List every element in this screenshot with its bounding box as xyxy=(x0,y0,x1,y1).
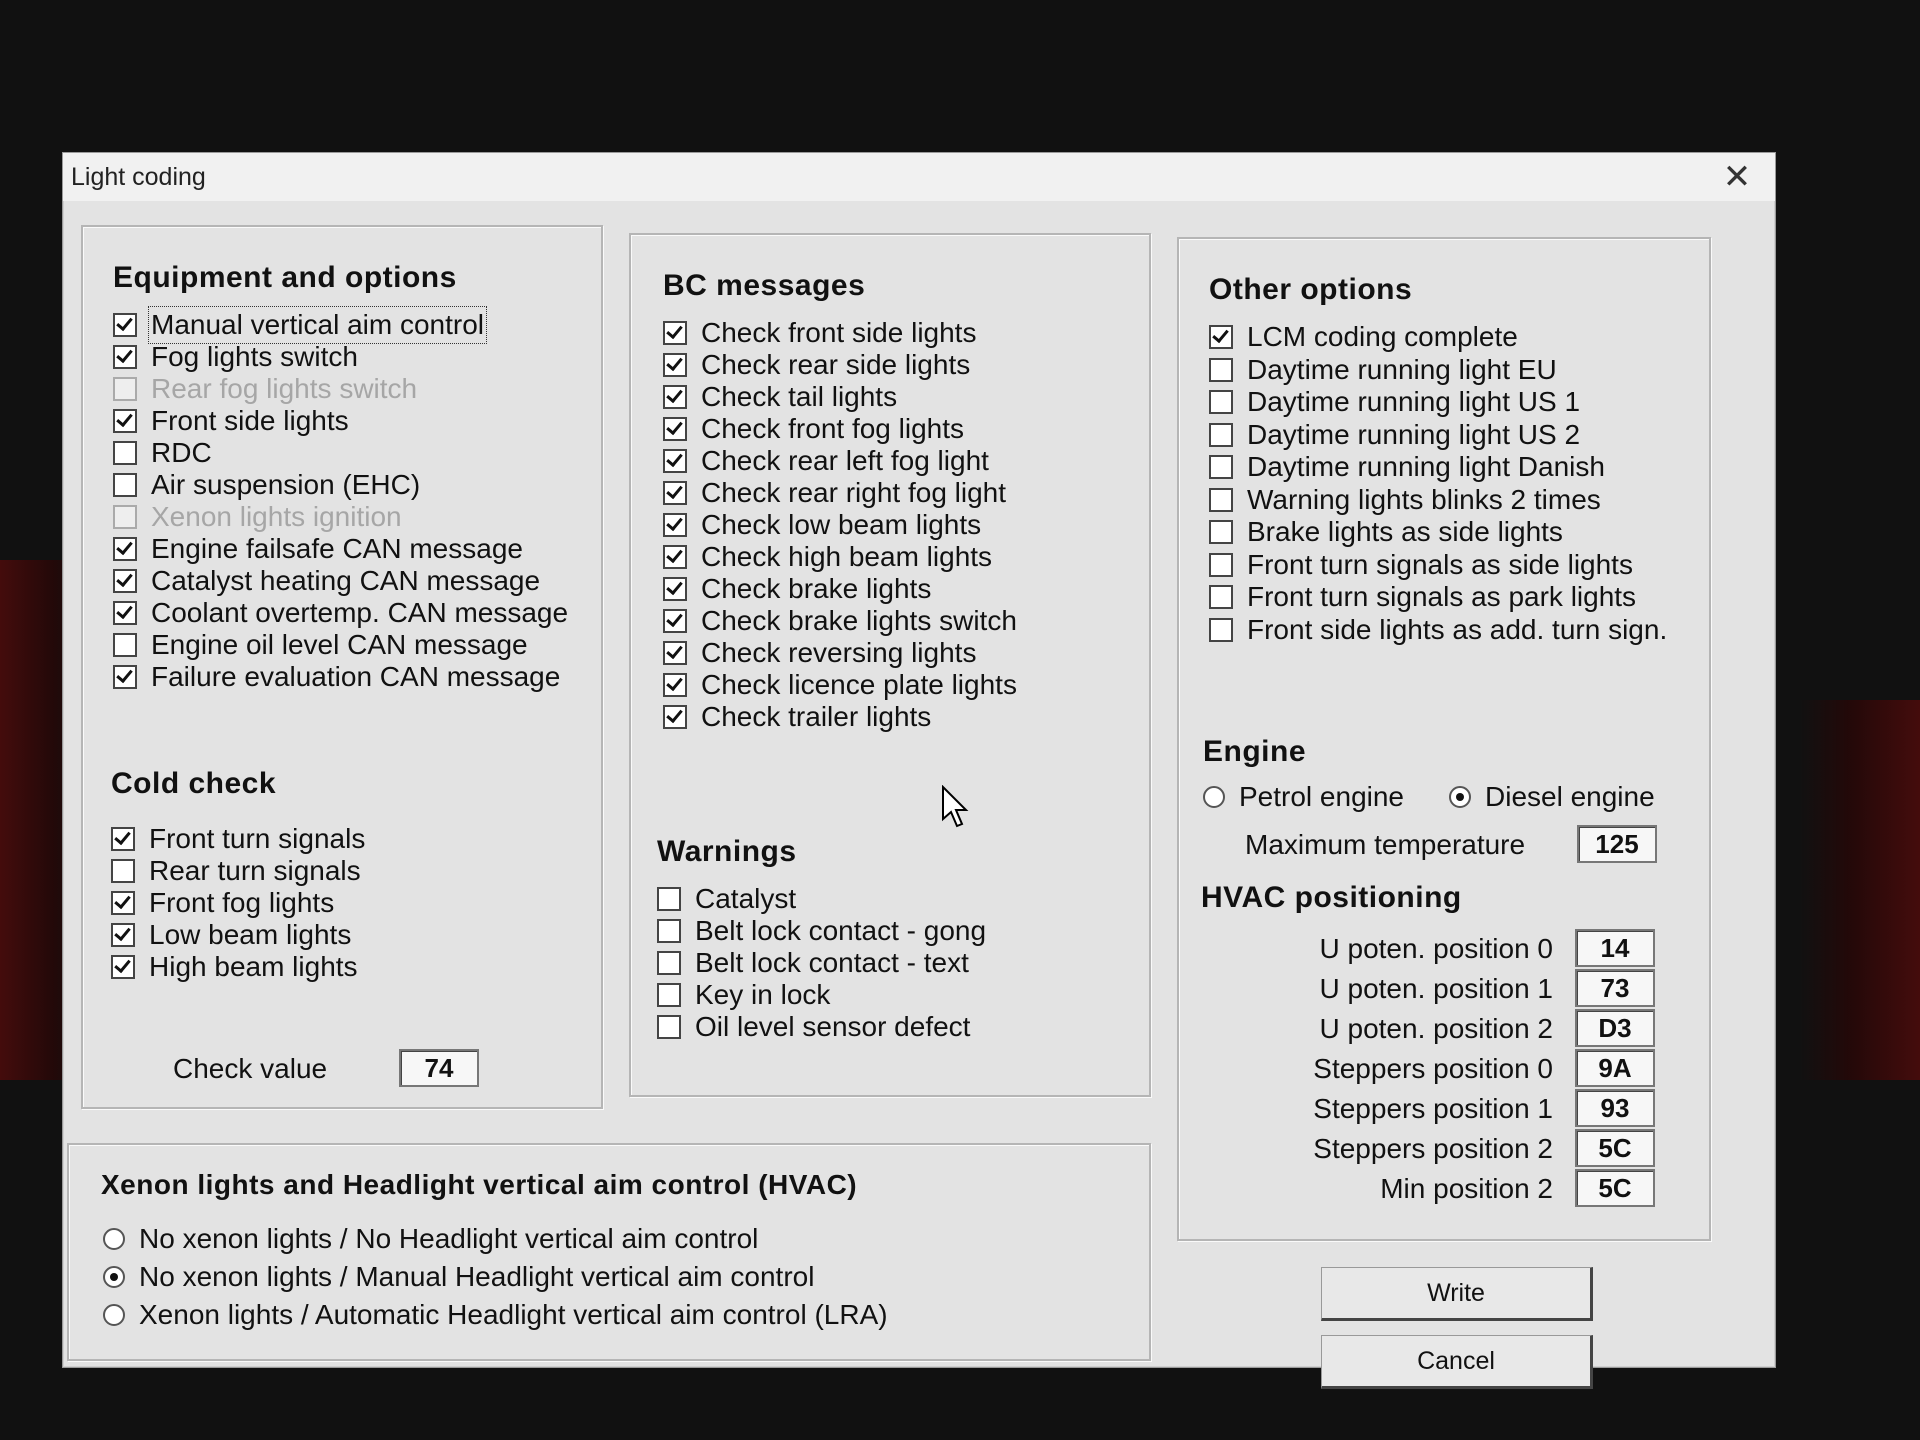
checkmark-icon xyxy=(663,641,687,665)
checkbox-icon xyxy=(111,859,135,883)
hvac-field-value[interactable]: 73 xyxy=(1575,969,1655,1007)
bc-message-label: Check brake lights xyxy=(701,573,932,604)
equipment-option-checkbox xyxy=(113,499,402,535)
other-option-checkbox[interactable] xyxy=(1209,384,1580,420)
checkmark-icon xyxy=(113,601,137,625)
equipment-option-label: Failure evaluation CAN message xyxy=(151,661,561,692)
checkmark-icon xyxy=(113,345,137,369)
other-option-checkbox[interactable] xyxy=(1209,319,1518,355)
checkbox-icon xyxy=(657,951,681,975)
checkbox-icon xyxy=(1209,585,1233,609)
checkmark-icon xyxy=(1209,325,1233,349)
bc-message-checkbox[interactable] xyxy=(663,635,976,671)
bc-messages-group xyxy=(629,233,1151,1097)
radio-icon xyxy=(1203,786,1225,808)
radio-icon xyxy=(1449,786,1471,808)
xenon-option-label: No xenon lights / No Headlight vertical aim control xyxy=(139,1223,759,1254)
warning-label: Oil level sensor defect xyxy=(695,1011,971,1042)
check-value-label: Check value xyxy=(173,1053,328,1084)
checkbox-icon xyxy=(1209,618,1233,642)
bc-message-checkbox[interactable] xyxy=(663,539,992,575)
hvac-field-label: U poten. position 2 xyxy=(1319,1013,1553,1044)
warning-checkbox[interactable] xyxy=(657,1009,970,1045)
checkbox-icon xyxy=(1209,553,1233,577)
checkmark-icon xyxy=(663,321,687,345)
hvac-field-label: Steppers position 1 xyxy=(1313,1093,1553,1124)
equipment-option-checkbox xyxy=(113,371,417,407)
close-icon[interactable]: ✕ xyxy=(1722,158,1752,196)
other-option-checkbox[interactable] xyxy=(1209,417,1580,453)
cold-check-label: Front fog lights xyxy=(149,887,335,918)
checkbox-icon xyxy=(657,1015,681,1039)
bc-message-checkbox[interactable] xyxy=(663,571,931,607)
checkmark-icon xyxy=(663,577,687,601)
xenon-option-label: No xenon lights / Manual Headlight vertical aim control xyxy=(139,1261,815,1292)
other-option-checkbox[interactable] xyxy=(1209,547,1633,583)
cold-check-heading: Cold check xyxy=(111,767,277,800)
xenon-option-radio[interactable] xyxy=(103,1259,814,1295)
backdrop-right xyxy=(1800,700,1920,1080)
checkmark-icon xyxy=(663,609,687,633)
bc-message-label: Check rear right fog light xyxy=(701,477,1007,508)
checkmark-icon xyxy=(113,665,137,689)
checkbox-icon xyxy=(1209,488,1233,512)
warnings-heading: Warnings xyxy=(657,835,797,868)
equipment-option-checkbox[interactable] xyxy=(113,339,358,375)
checkbox-icon xyxy=(1209,423,1233,447)
title-bar xyxy=(63,153,1775,201)
hvac-field-label: Min position 2 xyxy=(1380,1173,1553,1204)
radio-icon xyxy=(103,1228,125,1250)
other-option-checkbox[interactable] xyxy=(1209,449,1605,485)
xenon-heading: Xenon lights and Headlight vertical aim control (HVAC) xyxy=(101,1169,858,1200)
checkmark-icon xyxy=(663,417,687,441)
warning-checkbox[interactable] xyxy=(657,977,830,1013)
cold-check-checkbox[interactable] xyxy=(111,821,365,857)
checkmark-icon xyxy=(111,923,135,947)
other-option-label: Front turn signals as side lights xyxy=(1247,548,1633,580)
bc-message-checkbox[interactable] xyxy=(663,699,931,735)
equipment-option-label: Rear fog lights switch xyxy=(151,373,418,404)
cold-check-checkbox[interactable] xyxy=(111,885,334,921)
equipment-option-checkbox[interactable] xyxy=(113,435,212,471)
checkmark-icon xyxy=(111,827,135,851)
equipment-option-checkbox[interactable] xyxy=(113,403,349,439)
equipment-option-checkbox[interactable] xyxy=(113,531,523,567)
cold-check-label: High beam lights xyxy=(149,951,358,982)
petrol-engine-label: Petrol engine xyxy=(1239,781,1405,812)
other-option-checkbox[interactable] xyxy=(1209,352,1557,388)
other-option-label: LCM coding complete xyxy=(1247,321,1518,352)
other-option-checkbox[interactable] xyxy=(1209,612,1667,648)
bc-message-label: Check tail lights xyxy=(701,381,898,412)
equipment-option-checkbox[interactable] xyxy=(113,595,568,631)
hvac-field-label: Steppers position 2 xyxy=(1313,1133,1553,1164)
equipment-option-label: Engine oil level CAN message xyxy=(151,629,528,660)
checkmark-icon xyxy=(113,537,137,561)
radio-icon xyxy=(103,1304,125,1326)
hvac-field-label: Steppers position 0 xyxy=(1313,1053,1553,1084)
cold-check-label: Low beam lights xyxy=(149,919,352,950)
warning-label: Key in lock xyxy=(695,979,831,1010)
checkmark-icon xyxy=(663,449,687,473)
checkmark-icon xyxy=(113,409,137,433)
other-option-label: Brake lights as side lights xyxy=(1247,516,1563,547)
equipment-option-checkbox[interactable] xyxy=(113,307,484,343)
mouse-pointer-icon xyxy=(941,785,969,829)
bc-message-checkbox[interactable] xyxy=(663,411,964,447)
other-option-label: Warning lights blinks 2 times xyxy=(1247,483,1601,515)
checkmark-icon xyxy=(111,891,135,915)
equipment-option-label: Engine failsafe CAN message xyxy=(151,533,523,564)
xenon-option-radio[interactable] xyxy=(103,1297,888,1333)
equipment-heading: Equipment and options xyxy=(113,261,457,294)
other-option-checkbox[interactable] xyxy=(1209,579,1636,615)
checkbox-icon xyxy=(657,919,681,943)
checkmark-icon xyxy=(663,385,687,409)
write-button[interactable]: Write xyxy=(1321,1267,1593,1321)
check-value-field[interactable]: 74 xyxy=(399,1049,479,1087)
checkbox-icon xyxy=(113,441,137,465)
xenon-option-label: Xenon lights / Automatic Headlight vertical aim control (LRA) xyxy=(139,1299,888,1330)
bc-message-label: Check front side lights xyxy=(701,317,977,348)
equipment-option-checkbox[interactable] xyxy=(113,563,540,599)
equipment-option-label: RDC xyxy=(151,437,212,468)
bc-message-checkbox[interactable] xyxy=(663,507,981,543)
max-temp-field[interactable]: 125 xyxy=(1577,825,1657,863)
checkbox-icon xyxy=(1209,390,1233,414)
hvac-positioning-heading: HVAC positioning xyxy=(1201,881,1462,914)
hvac-field-value[interactable]: 93 xyxy=(1575,1089,1655,1127)
checkmark-icon xyxy=(663,513,687,537)
hvac-field-value[interactable]: 9A xyxy=(1575,1049,1655,1087)
max-temp-label: Maximum temperature xyxy=(1245,829,1526,860)
bc-message-label: Check high beam lights xyxy=(701,541,993,572)
checkbox-icon xyxy=(657,983,681,1007)
bc-message-label: Check brake lights switch xyxy=(701,605,1017,636)
hvac-field-value[interactable]: 5C xyxy=(1575,1129,1655,1167)
cold-check-label: Rear turn signals xyxy=(149,855,361,886)
cancel-button[interactable]: Cancel xyxy=(1321,1335,1593,1389)
other-option-checkbox[interactable] xyxy=(1209,514,1563,550)
checkbox-icon xyxy=(1209,358,1233,382)
checkmark-icon xyxy=(663,481,687,505)
light-coding-dialog xyxy=(62,152,1776,1375)
diesel-engine-label: Diesel engine xyxy=(1485,781,1655,812)
other-option-label: Daytime running light US 1 xyxy=(1247,386,1581,417)
diesel-engine-radio[interactable] xyxy=(1449,779,1655,815)
checkmark-icon xyxy=(111,955,135,979)
bc-message-checkbox[interactable] xyxy=(663,603,1017,639)
warning-checkbox[interactable] xyxy=(657,945,969,981)
equipment-option-checkbox[interactable] xyxy=(113,627,528,663)
bc-message-checkbox[interactable] xyxy=(663,315,976,351)
other-option-label: Daytime running light US 2 xyxy=(1247,418,1581,450)
cold-check-checkbox[interactable] xyxy=(111,853,361,889)
equipment-option-checkbox[interactable] xyxy=(113,467,420,503)
checkmark-icon xyxy=(663,673,687,697)
equipment-option-label: Front side lights xyxy=(151,405,349,436)
hvac-field-label: U poten. position 1 xyxy=(1319,973,1553,1004)
equipment-option-label: Fog lights switch xyxy=(151,341,358,372)
equipment-option-checkbox[interactable] xyxy=(113,659,560,695)
warning-label: Belt lock contact - text xyxy=(695,947,969,978)
window-title: Light coding xyxy=(71,163,206,191)
bc-message-label: Check reversing lights xyxy=(701,637,977,668)
bc-message-label: Check rear side lights xyxy=(701,349,971,380)
checkmark-icon xyxy=(113,313,137,337)
hvac-field-label: U poten. position 0 xyxy=(1319,933,1553,964)
xenon-option-radio[interactable] xyxy=(103,1221,758,1257)
checkmark-icon xyxy=(113,569,137,593)
checkbox-icon xyxy=(113,505,137,529)
hvac-field-value[interactable]: 14 xyxy=(1575,929,1655,967)
cold-check-checkbox[interactable] xyxy=(111,949,358,985)
other-option-label: Front turn signals as park lights xyxy=(1247,581,1637,612)
bc-message-label: Check licence plate lights xyxy=(701,669,1017,700)
bc-message-label: Check rear left fog light xyxy=(701,445,989,476)
warning-label: Catalyst xyxy=(695,883,797,914)
hvac-field-value[interactable]: 5C xyxy=(1575,1169,1655,1207)
bc-message-checkbox[interactable] xyxy=(663,667,1017,703)
bc-message-checkbox[interactable] xyxy=(663,347,970,383)
other-option-label: Front side lights as add. turn sign. xyxy=(1247,613,1668,645)
other-options-group xyxy=(1177,237,1711,1241)
bc-messages-heading: BC messages xyxy=(663,269,866,302)
equipment-group xyxy=(81,225,603,1109)
other-option-checkbox[interactable] xyxy=(1209,482,1601,518)
petrol-engine-radio[interactable] xyxy=(1203,779,1404,815)
checkmark-icon xyxy=(663,705,687,729)
cold-check-label: Front turn signals xyxy=(149,823,366,854)
checkbox-icon xyxy=(113,633,137,657)
radio-icon xyxy=(103,1266,125,1288)
checkbox-icon xyxy=(1209,520,1233,544)
other-option-label: Daytime running light Danish xyxy=(1247,451,1605,482)
checkmark-icon xyxy=(663,545,687,569)
equipment-option-label: Catalyst heating CAN message xyxy=(151,565,541,596)
bc-message-label: Check trailer lights xyxy=(701,701,932,732)
hvac-field-value[interactable]: D3 xyxy=(1575,1009,1655,1047)
other-option-label: Daytime running light EU xyxy=(1247,353,1557,385)
engine-heading: Engine xyxy=(1203,735,1307,768)
warning-checkbox[interactable] xyxy=(657,913,986,949)
checkbox-icon xyxy=(1209,455,1233,479)
equipment-option-label: Manual vertical aim control xyxy=(151,309,485,340)
bc-message-label: Check low beam lights xyxy=(701,509,982,540)
warning-checkbox[interactable] xyxy=(657,881,796,917)
cold-check-checkbox[interactable] xyxy=(111,917,351,953)
bc-message-checkbox[interactable] xyxy=(663,443,989,479)
equipment-option-label: Xenon lights ignition xyxy=(151,501,402,532)
bc-message-checkbox[interactable] xyxy=(663,475,1006,511)
equipment-option-label: Coolant overtemp. CAN message xyxy=(151,597,569,628)
warning-label: Belt lock contact - gong xyxy=(695,915,987,946)
checkbox-icon xyxy=(657,887,681,911)
checkbox-icon xyxy=(113,473,137,497)
checkbox-icon xyxy=(113,377,137,401)
bc-message-label: Check front fog lights xyxy=(701,413,965,444)
checkmark-icon xyxy=(663,353,687,377)
other-options-heading: Other options xyxy=(1209,273,1413,306)
bc-message-checkbox[interactable] xyxy=(663,379,897,415)
equipment-option-label: Air suspension (EHC) xyxy=(151,469,421,500)
xenon-group xyxy=(67,1143,1151,1361)
